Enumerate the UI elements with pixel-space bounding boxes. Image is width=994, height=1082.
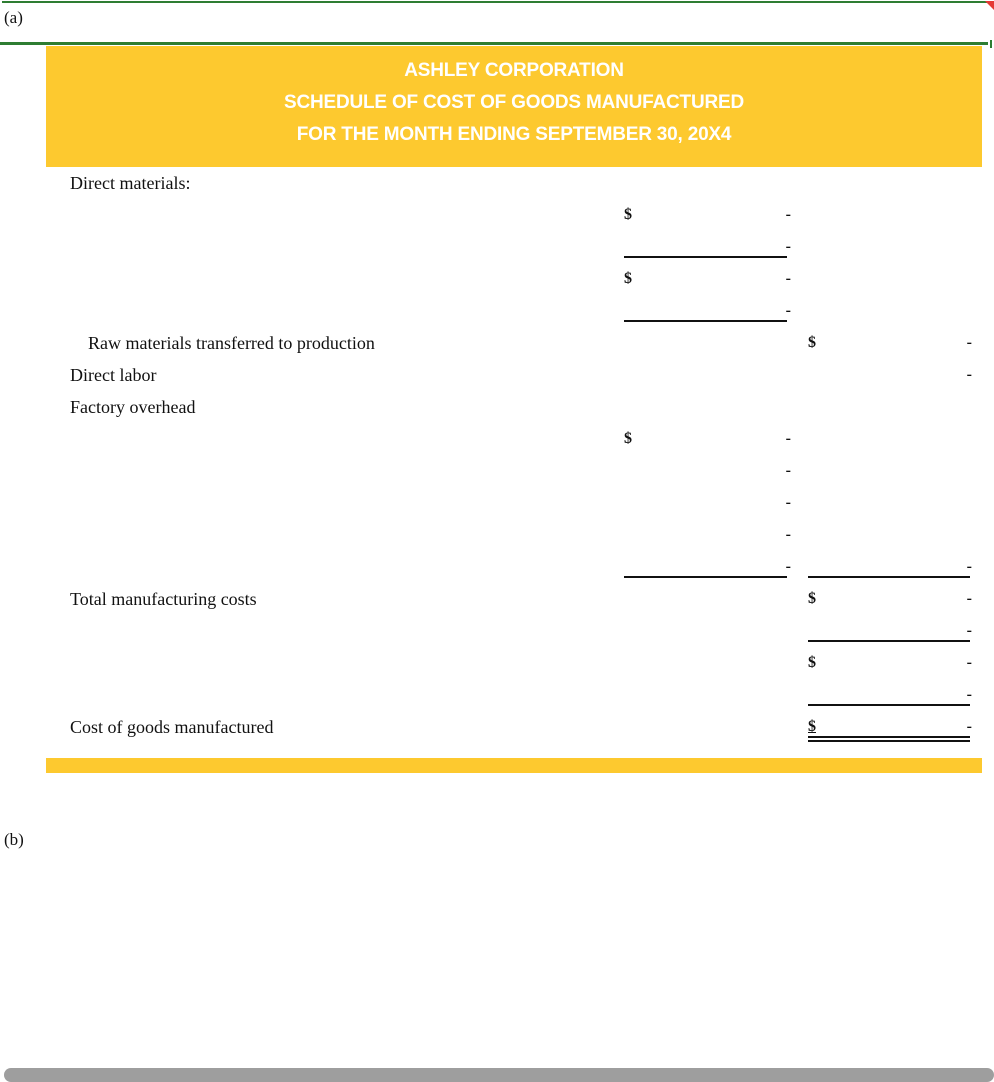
subtotal-rule bbox=[624, 320, 787, 322]
row-label-raw-materials-transferred: Raw materials transferred to production bbox=[88, 333, 375, 353]
row-label-direct-labor: Direct labor bbox=[70, 365, 157, 385]
amount-cell[interactable]: - bbox=[785, 494, 791, 511]
amount-cell[interactable]: - bbox=[785, 558, 791, 575]
subtotal-rule bbox=[808, 576, 970, 578]
amount-cell[interactable]: - bbox=[785, 430, 791, 447]
dollar-sign: $ bbox=[624, 270, 632, 287]
footer-banner bbox=[46, 758, 982, 773]
double-rule-bottom bbox=[808, 740, 970, 742]
dollar-sign: $ bbox=[808, 590, 816, 607]
dollar-sign: $ bbox=[624, 430, 632, 447]
amount-cell[interactable]: - bbox=[785, 526, 791, 543]
company-name: ASHLEY CORPORATION bbox=[404, 60, 624, 81]
dollar-sign: $ bbox=[808, 718, 816, 735]
amount-cell[interactable]: - bbox=[966, 558, 972, 575]
amount-cell[interactable]: - bbox=[785, 238, 791, 255]
amount-cell[interactable]: - bbox=[966, 590, 972, 607]
amount-cell[interactable]: - bbox=[966, 686, 972, 703]
amount-cell[interactable]: - bbox=[966, 718, 972, 735]
top-border bbox=[2, 1, 994, 3]
part-b-label: (b) bbox=[4, 830, 24, 849]
amount-cell[interactable]: - bbox=[785, 270, 791, 287]
subtotal-rule bbox=[808, 640, 970, 642]
amount-cell[interactable]: - bbox=[966, 334, 972, 351]
header-divider bbox=[0, 42, 988, 45]
amount-cell[interactable]: - bbox=[785, 302, 791, 319]
dollar-sign: $ bbox=[808, 334, 816, 351]
amount-cell[interactable]: - bbox=[785, 462, 791, 479]
subtotal-rule bbox=[624, 576, 787, 578]
period-heading: FOR THE MONTH ENDING SEPTEMBER 30, 20X4 bbox=[296, 124, 732, 145]
comment-indicator-icon[interactable] bbox=[985, 1, 994, 10]
row-label-factory-overhead: Factory overhead bbox=[70, 397, 196, 417]
dollar-sign: $ bbox=[624, 206, 632, 223]
amount-cell[interactable]: - bbox=[785, 206, 791, 223]
amount-cell[interactable]: - bbox=[966, 366, 972, 383]
amount-cell[interactable]: - bbox=[966, 622, 972, 639]
resize-handle[interactable] bbox=[990, 40, 992, 48]
double-rule-top bbox=[808, 736, 970, 738]
part-a-label: (a) bbox=[4, 8, 23, 27]
row-label-total-manufacturing-costs: Total manufacturing costs bbox=[70, 589, 257, 609]
subtotal-rule bbox=[808, 704, 970, 706]
row-label-direct-materials: Direct materials: bbox=[70, 173, 191, 193]
schedule-title: SCHEDULE OF COST OF GOODS MANUFACTURED bbox=[283, 92, 744, 113]
subtotal-rule bbox=[624, 256, 787, 258]
dollar-sign: $ bbox=[808, 654, 816, 671]
amount-cell[interactable]: - bbox=[966, 654, 972, 671]
row-label-cost-of-goods-manufactured: Cost of goods manufactured bbox=[70, 717, 274, 737]
